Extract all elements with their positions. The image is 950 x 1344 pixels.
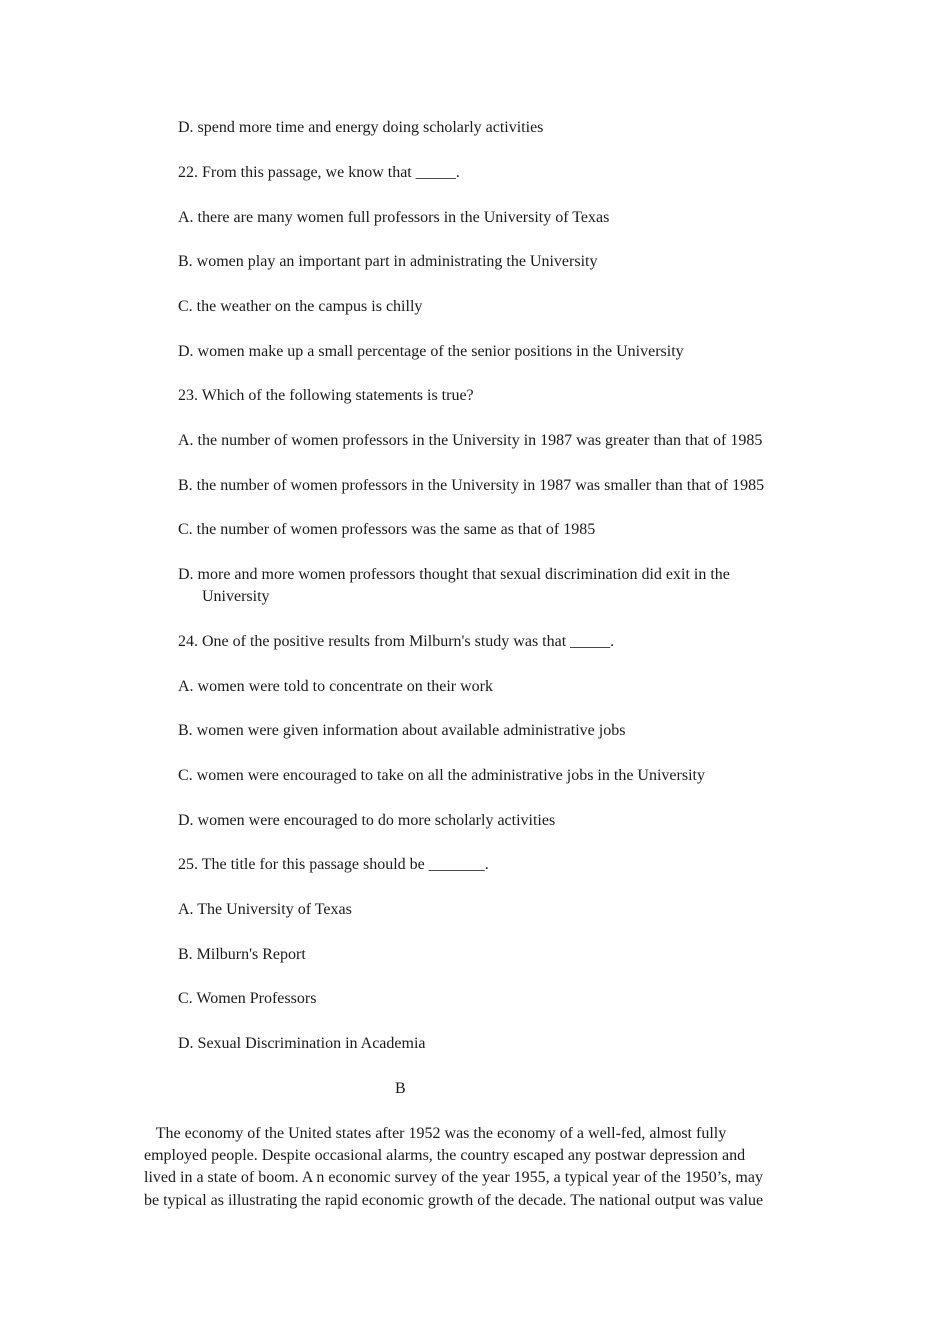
paragraph-line: be typical as illustrating the rapid economic growth of the decade. The national output was value xyxy=(144,1192,764,1209)
question-22: 22. From this passage, we know that _____. xyxy=(178,164,460,181)
paragraph-line: employed people. Despite occasional alarms, the country escaped any postwar depression and xyxy=(144,1147,746,1164)
option-23-a: A. the number of women professors in the University in 1987 was greater than that of 1985 xyxy=(178,432,763,449)
paragraph-line: lived in a state of boom. A n economic survey of the year 1955, a typical year of the 1950’s, may xyxy=(144,1169,763,1186)
option-23-d-continued: University xyxy=(202,588,270,605)
question-25: 25. The title for this passage should be _______. xyxy=(178,856,489,873)
question-23: 23. Which of the following statements is true? xyxy=(178,387,474,404)
option-22-b: B. women play an important part in administrating the University xyxy=(178,253,598,270)
section-heading: B xyxy=(395,1080,406,1097)
option-24-d: D. women were encouraged to do more scholarly activities xyxy=(178,812,556,829)
option-23-c: C. the number of women professors was the same as that of 1985 xyxy=(178,521,596,538)
option-25-b: B. Milburn's Report xyxy=(178,946,306,963)
option-25-a: A. The University of Texas xyxy=(178,901,352,918)
question-24: 24. One of the positive results from Milburn's study was that _____. xyxy=(178,633,615,650)
option-24-b: B. women were given information about available administrative jobs xyxy=(178,722,626,739)
paragraph-line: The economy of the United states after 1952 was the economy of a well-fed, almost fully xyxy=(144,1125,727,1142)
option-22-c: C. the weather on the campus is chilly xyxy=(178,298,423,315)
option-21-d: D. spend more time and energy doing scholarly activities xyxy=(178,119,544,136)
option-22-d: D. women make up a small percentage of the senior positions in the University xyxy=(178,343,684,360)
option-23-b: B. the number of women professors in the University in 1987 was smaller than that of 1985 xyxy=(178,477,765,494)
option-24-c: C. women were encouraged to take on all the administrative jobs in the University xyxy=(178,767,705,784)
option-25-d: D. Sexual Discrimination in Academia xyxy=(178,1035,426,1052)
option-24-a: A. women were told to concentrate on their work xyxy=(178,678,494,695)
option-23-d: D. more and more women professors thought that sexual discrimination did exit in the xyxy=(178,566,730,583)
option-22-a: A. there are many women full professors in the University of Texas xyxy=(178,209,610,226)
option-25-c: C. Women Professors xyxy=(178,990,317,1007)
